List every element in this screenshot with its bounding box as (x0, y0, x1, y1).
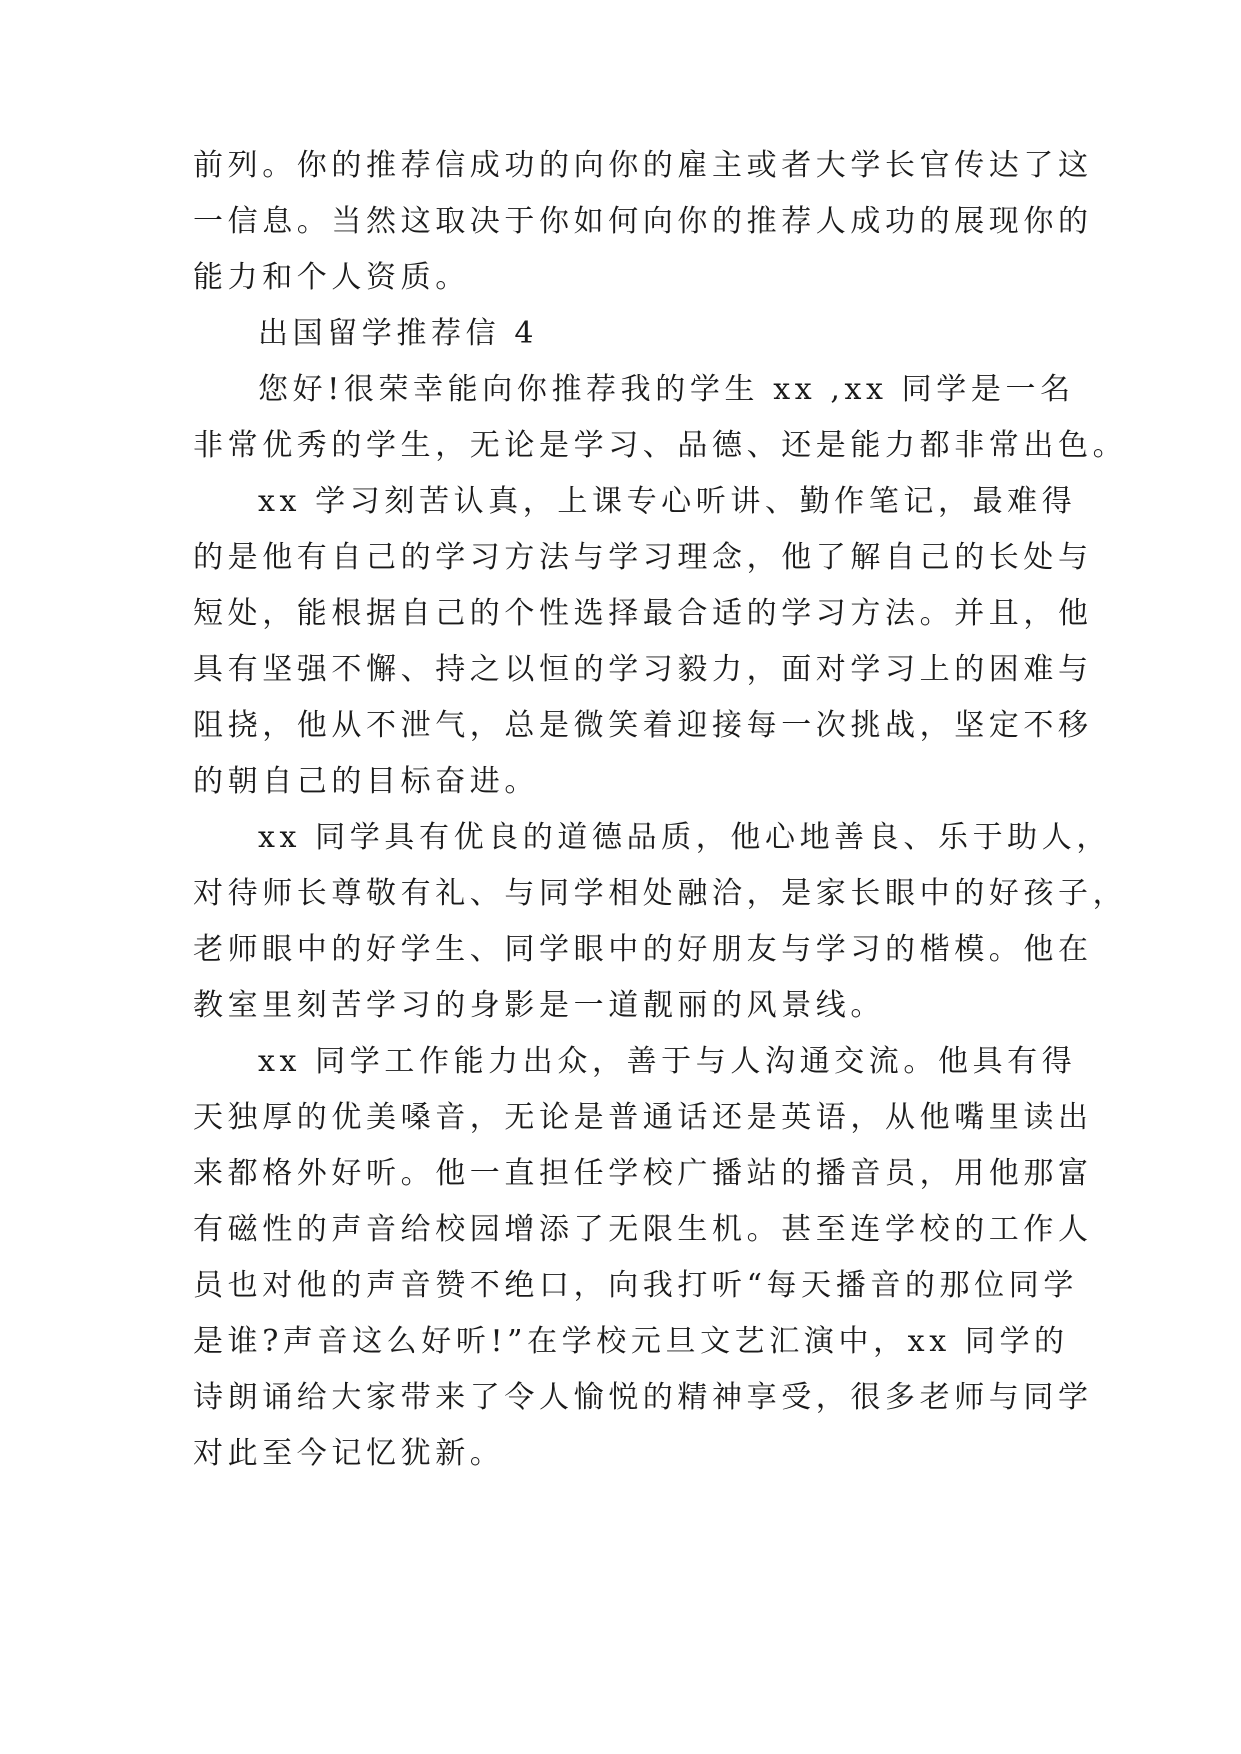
paragraph-line: 员也对他的声音赞不绝口，向我打听“每天播音的那位同学 (193, 1268, 1078, 1303)
section-heading: 出国留学推荐信 4 (258, 316, 539, 351)
paragraph-line: 您好!很荣幸能向你推荐我的学生 xx ,xx 同学是一名 (258, 372, 1075, 407)
paragraph-line: 非常优秀的学生，无论是学习、品德、还是能力都非常出色。 (193, 428, 1128, 463)
paragraph-line: 天独厚的优美嗓音，无论是普通话还是英语，从他嘴里读出 (193, 1100, 1093, 1135)
paragraph-line: 前列。你的推荐信成功的向你的雇主或者大学长官传达了这 (193, 148, 1093, 183)
paragraph-line: 能力和个人资质。 (193, 260, 470, 295)
paragraph-line: xx 同学工作能力出众，善于与人沟通交流。他具有得 (258, 1044, 1077, 1079)
paragraph-line: xx 同学具有优良的道德品质，他心地善良、乐于助人， (258, 820, 1111, 855)
paragraph-line: 短处，能根据自己的个性选择最合适的学习方法。并且，他 (193, 596, 1093, 631)
paragraph-line: xx 学习刻苦认真，上课专心听讲、勤作笔记，最难得 (258, 484, 1077, 519)
paragraph-line: 的是他有自己的学习方法与学习理念，他了解自己的长处与 (193, 540, 1093, 575)
paragraph-line: 诗朗诵给大家带来了令人愉悦的精神享受，很多老师与同学 (193, 1380, 1093, 1415)
paragraph-line: 具有坚强不懈、持之以恒的学习毅力，面对学习上的困难与 (193, 652, 1093, 687)
paragraph-line: 的朝自己的目标奋进。 (193, 764, 539, 799)
paragraph-line: 阻挠，他从不泄气，总是微笑着迎接每一次挑战，坚定不移 (193, 708, 1093, 743)
paragraph-line: 有磁性的声音给校园增添了无限生机。甚至连学校的工作人 (193, 1212, 1093, 1247)
paragraph-line: 老师眼中的好学生、同学眼中的好朋友与学习的楷模。他在 (193, 932, 1093, 967)
paragraph-line: 是谁?声音这么好听!”在学校元旦文艺汇演中，xx 同学的 (193, 1324, 1069, 1359)
paragraph-line: 教室里刻苦学习的身影是一道靓丽的风景线。 (193, 988, 885, 1023)
paragraph-line: 来都格外好听。他一直担任学校广播站的播音员，用他那富 (193, 1156, 1093, 1191)
paragraph-line: 对此至今记忆犹新。 (193, 1436, 505, 1471)
paragraph-line: 对待师长尊敬有礼、与同学相处融洽，是家长眼中的好孩子， (193, 876, 1128, 911)
paragraph-line: 一信息。当然这取决于你如何向你的推荐人成功的展现你的 (193, 204, 1093, 239)
